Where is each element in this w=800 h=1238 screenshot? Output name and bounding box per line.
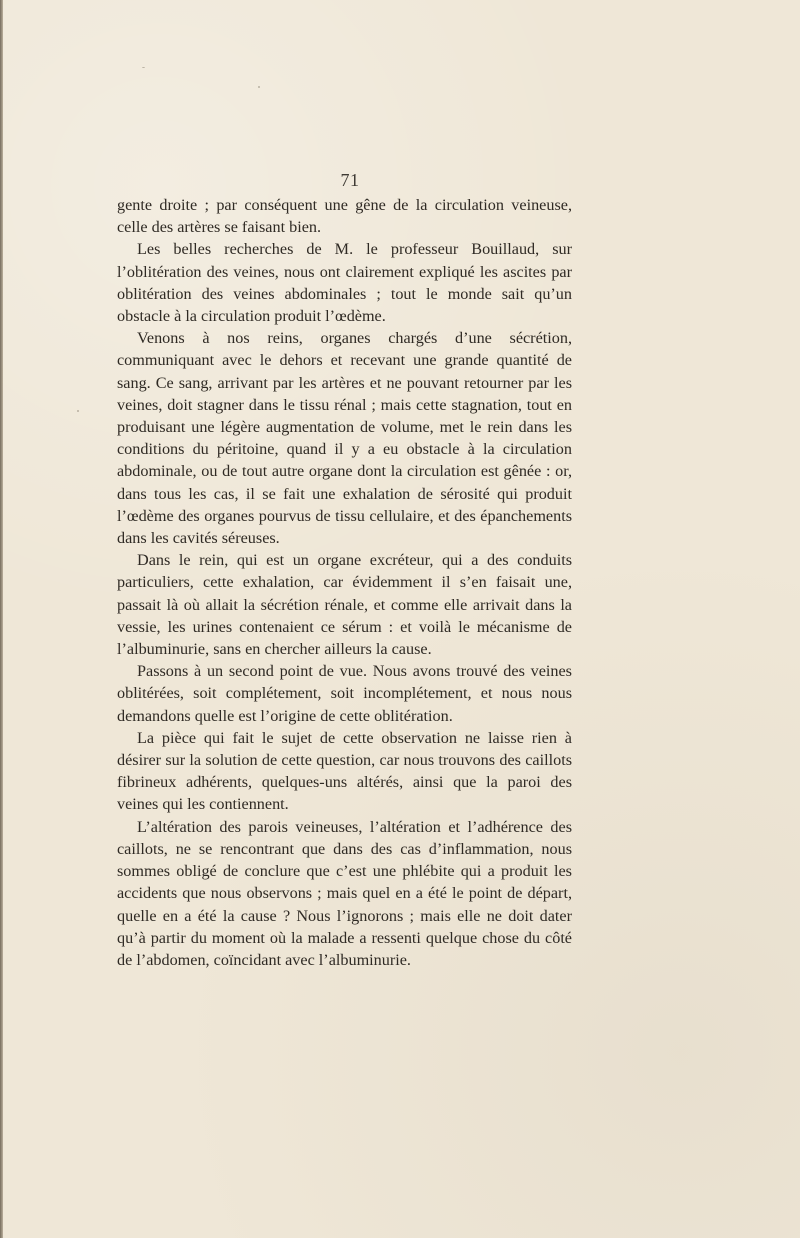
paragraph-5: Passons à un second point de vue. Nous avons trouvé des veines oblitérées, soit complétement, soit incomplétement, et nous nous demandons quelle est l’origine de cette oblitération. xyxy=(117,662,572,725)
body-text xyxy=(117,194,572,971)
page-number: 71 xyxy=(340,170,360,190)
paragraph-3: Venons à nos reins, organes chargés d’une sécrétion, communiquant avec le dehors et recevant une grande quantité de sang. Ce sang, arrivant par les artères et ne pouvant retourner par les veines, doit stagner dans le tissu rénal ; mais cette stagnation, tout en produisant une légère augmentation de volume, met le rein dans les conditions du péritoine, quand il y a eu obstacle à la circulation abdominale, ou de tout autre organe dont la circulation est gênée : or, dans tous les cas, il se fait une exhalation de sérosité qui produit l’œdème des organes pourvus de tissu cellulaire, et des épanchements dans les cavités séreuses. xyxy=(117,329,572,548)
paragraph-6: La pièce qui fait le sujet de cette observation ne laisse rien à désirer sur la solution de cette question, car nous trouvons des caillots fibrineux adhérents, quelques-uns altérés, ainsi que la paroi des veines qui les contiennent. xyxy=(117,728,572,814)
paragraph-1: gente droite ; par conséquent une gêne de la circulation veineuse, celle des artères se faisant bien. xyxy=(117,196,572,237)
paragraph-7: L’altération des parois veineuses, l’altération et l’adhérence des caillots, ne se rencontrant que dans des cas d’inflammation, nous sommes obligé de conclure que c’est une phlébite qui a produit les accidents que nous observons ; mais quel en a été le point de départ, quelle en a été la cause ? Nous l’ignorons ; mais elle ne doit dater qu’à partir du moment où la malade a ressenti quelque chose du côté de l’abdomen, coïncidant avec l’albuminurie. xyxy=(117,817,572,969)
paragraph-4: Dans le rein, qui est un organe excréteur, qui a des conduits particuliers, cette exhalation, car évidemment il s’en faisait une, passait là où allait la sécrétion rénale, et comme elle arrivait dans la vessie, les urines contenaient ce sérum : et voilà le mécanisme de l’albuminurie, sans en chercher ailleurs la cause. xyxy=(117,551,572,659)
paper-speck xyxy=(258,86,260,88)
paper-speck xyxy=(77,410,79,412)
paragraph-2: Les belles recherches de M. le professeur Bouillaud, sur l’oblitération des veines, nous ont clairement expliqué les ascites par oblitération des veines abdominales ; tout le monde sait qu’un obstacle à la circulation produit l’œdème. xyxy=(117,240,572,326)
paper-speck xyxy=(142,67,145,68)
page-edge xyxy=(0,0,3,1238)
